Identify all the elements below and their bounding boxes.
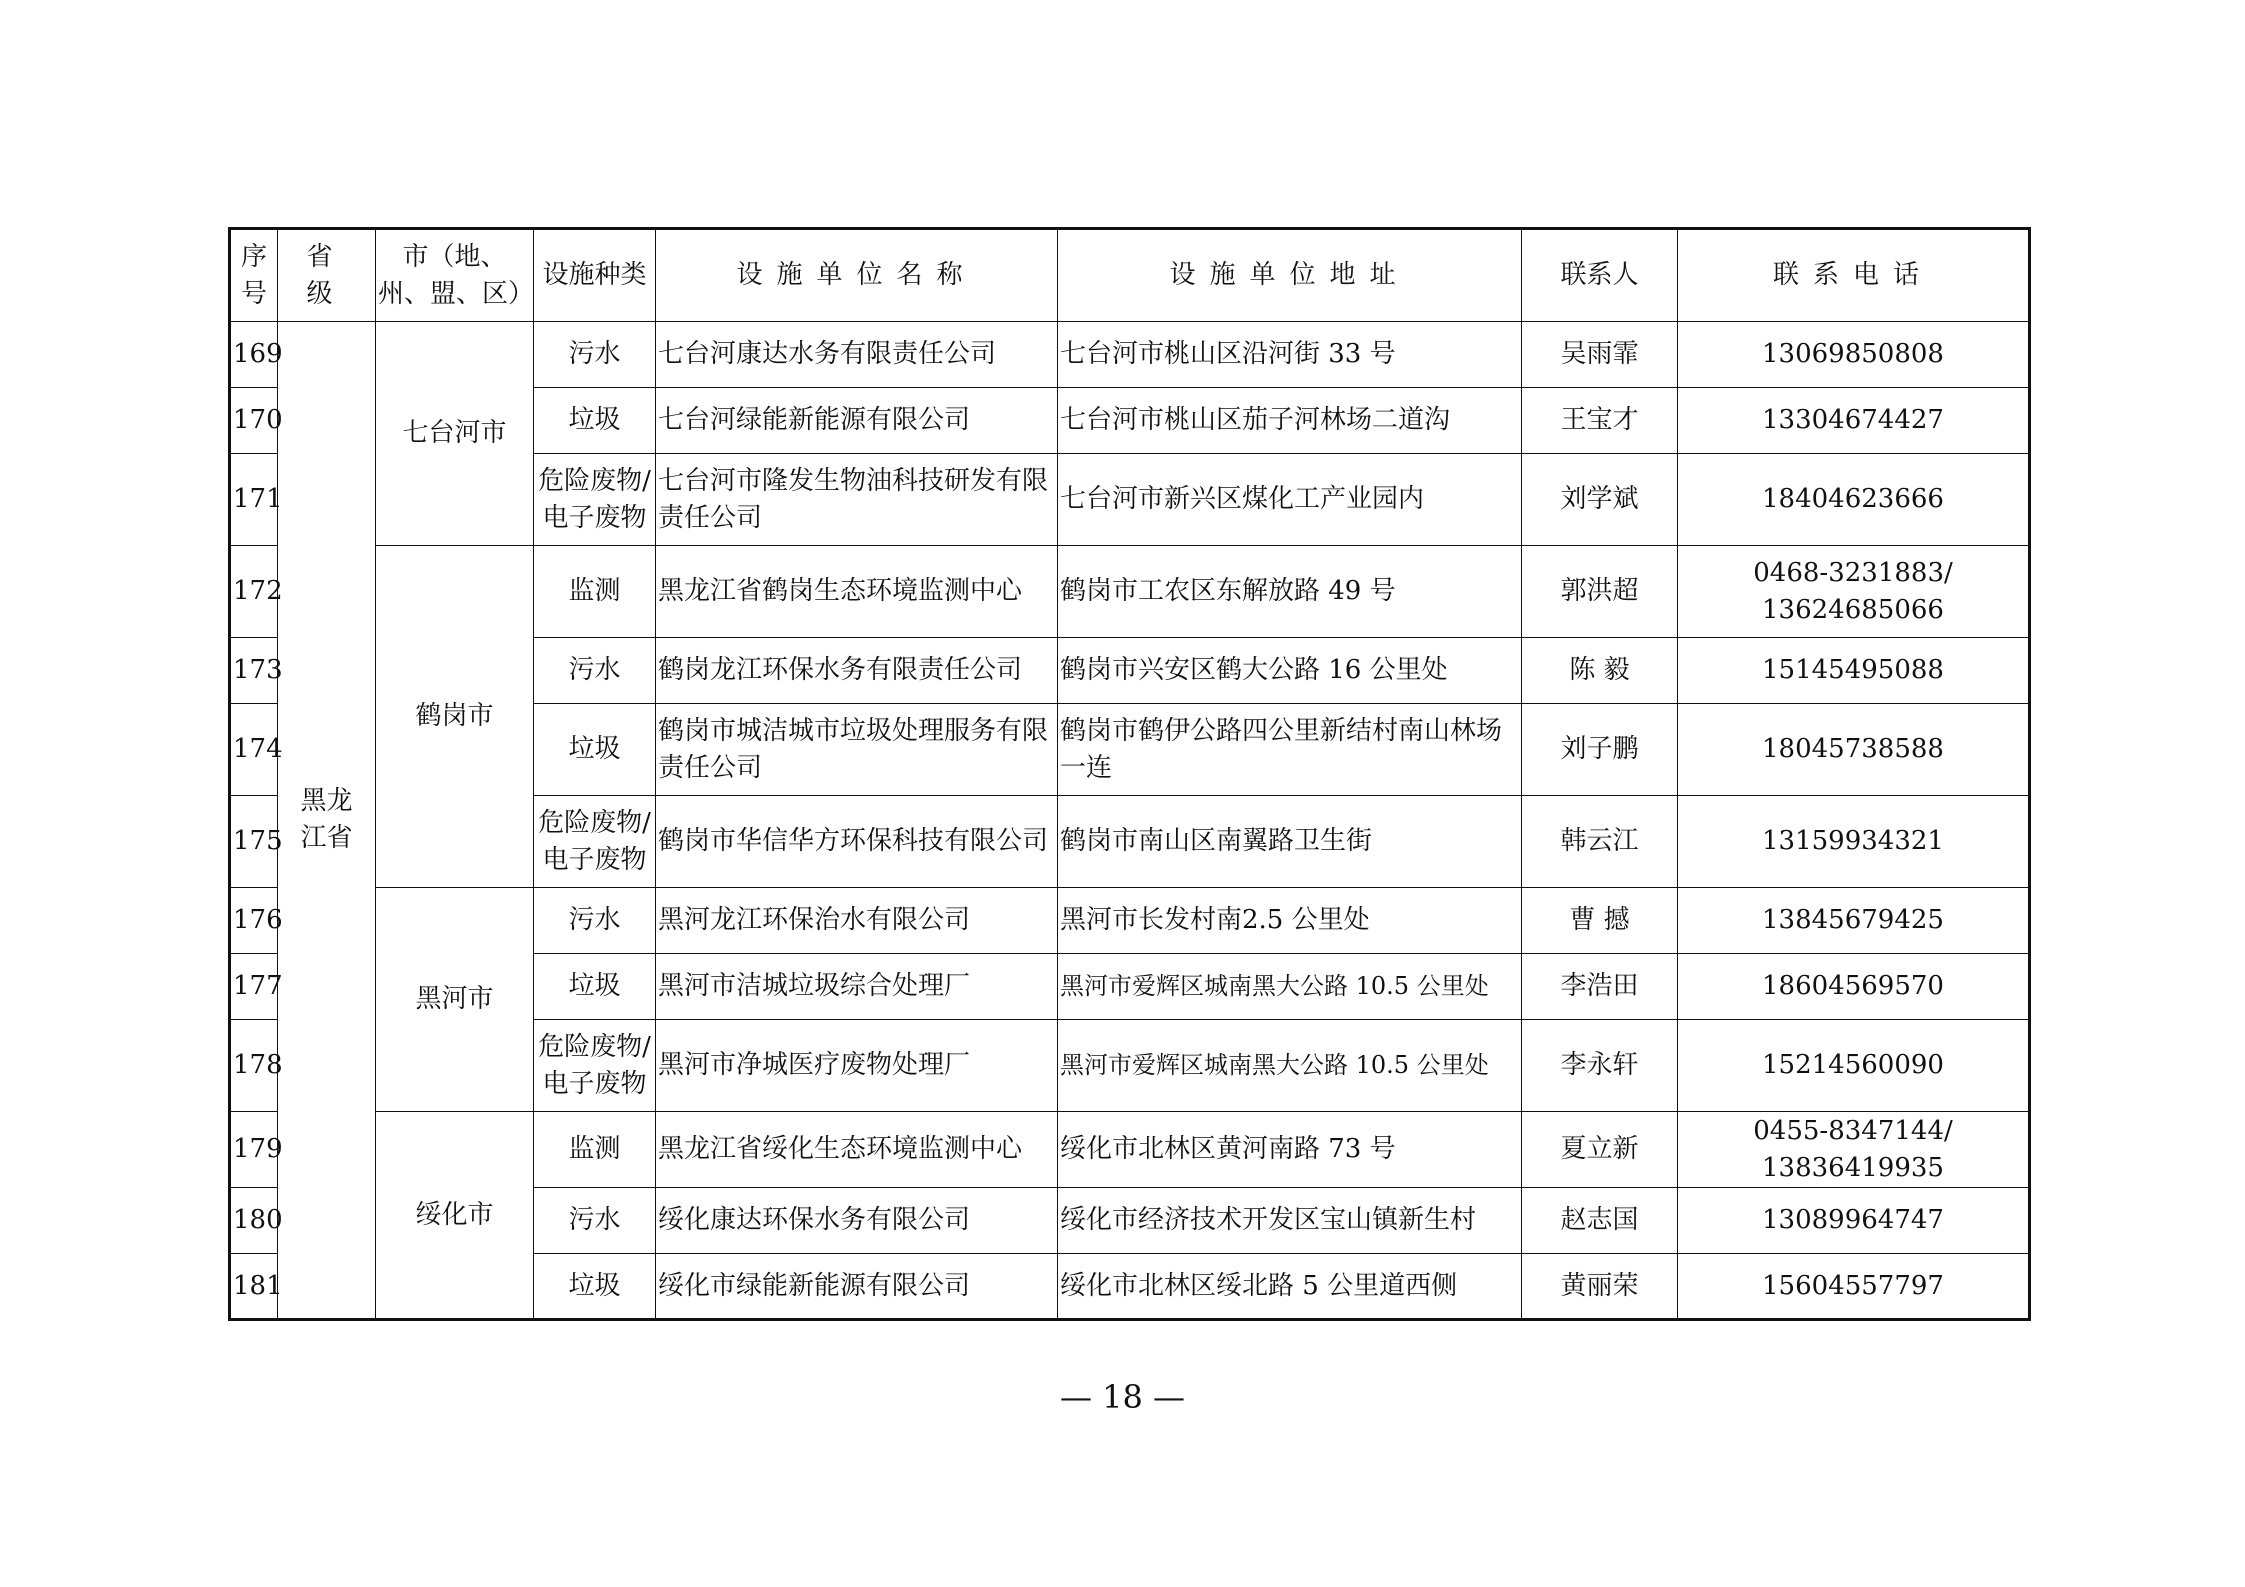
- row-type: 污水: [534, 322, 656, 388]
- row-name: 七台河绿能新能源有限公司: [656, 388, 1058, 454]
- row-phone: 0468-3231883/ 13624685066: [1678, 546, 2030, 638]
- row-contact: 刘子鹏: [1522, 704, 1678, 796]
- row-name: 鹤岗市华信华方环保科技有限公司: [656, 796, 1058, 888]
- row-type: 危险废物/电子废物: [534, 454, 656, 546]
- row-seq: 169: [230, 322, 278, 388]
- header-address: 设施单位地址: [1058, 229, 1522, 322]
- row-seq: 172: [230, 546, 278, 638]
- facility-table: [228, 227, 2031, 1321]
- row-type: 垃圾: [534, 704, 656, 796]
- row-name: 黑河龙江环保治水有限公司: [656, 888, 1058, 954]
- row-type: 垃圾: [534, 954, 656, 1020]
- row-contact: 李浩田: [1522, 954, 1678, 1020]
- header-seq: 序号: [230, 229, 278, 322]
- row-contact: 夏立新: [1522, 1112, 1678, 1188]
- row-phone: 13069850808: [1678, 322, 2030, 388]
- row-address: 鹤岗市兴安区鹤大公路 16 公里处: [1058, 638, 1522, 704]
- header-province: 省 级: [278, 229, 376, 322]
- row-type: 垃圾: [534, 388, 656, 454]
- row-name: 绥化市绿能新能源有限公司: [656, 1254, 1058, 1320]
- row-name: 黑河市洁城垃圾综合处理厂: [656, 954, 1058, 1020]
- row-contact: 李永轩: [1522, 1020, 1678, 1112]
- table-row: [230, 1112, 2030, 1188]
- row-type: 危险废物/电子废物: [534, 796, 656, 888]
- header-phone: 联系电话: [1678, 229, 2030, 322]
- row-contact: 赵志国: [1522, 1188, 1678, 1254]
- row-seq: 179: [230, 1112, 278, 1188]
- row-phone: 13089964747: [1678, 1188, 2030, 1254]
- table-row: [230, 546, 2030, 638]
- province-cell: 黑龙江省: [278, 322, 376, 1320]
- header-city: 市（地、州、盟、区）: [376, 229, 534, 322]
- row-address: 绥化市北林区绥北路 5 公里道西侧: [1058, 1254, 1522, 1320]
- row-type: 垃圾: [534, 1254, 656, 1320]
- row-address: 鹤岗市鹤伊公路四公里新结村南山林场一连: [1058, 704, 1522, 796]
- row-phone: 0455-8347144/ 13836419935: [1678, 1112, 2030, 1188]
- row-address: 鹤岗市南山区南翼路卫生街: [1058, 796, 1522, 888]
- row-name: 鹤岗龙江环保水务有限责任公司: [656, 638, 1058, 704]
- row-phone: 13159934321: [1678, 796, 2030, 888]
- row-contact: 陈 毅: [1522, 638, 1678, 704]
- table-row: [230, 322, 2030, 388]
- page-number: — 18 —: [1059, 1378, 1186, 1416]
- city-cell: 鹤岗市: [376, 546, 534, 888]
- row-type: 监测: [534, 1112, 656, 1188]
- row-address: 黑河市爱辉区城南黑大公路 10.5 公里处: [1058, 954, 1522, 1020]
- row-phone: 13845679425: [1678, 888, 2030, 954]
- row-type: 污水: [534, 1188, 656, 1254]
- row-address: 鹤岗市工农区东解放路 49 号: [1058, 546, 1522, 638]
- row-contact: 曹 撼: [1522, 888, 1678, 954]
- table-row: [230, 888, 2030, 954]
- row-seq: 170: [230, 388, 278, 454]
- row-address: 黑河市长发村南2.5 公里处: [1058, 888, 1522, 954]
- row-seq: 175: [230, 796, 278, 888]
- row-contact: 郭洪超: [1522, 546, 1678, 638]
- row-type: 污水: [534, 888, 656, 954]
- row-seq: 173: [230, 638, 278, 704]
- city-cell: 黑河市: [376, 888, 534, 1112]
- row-phone: 15145495088: [1678, 638, 2030, 704]
- row-phone: 13304674427: [1678, 388, 2030, 454]
- row-seq: 178: [230, 1020, 278, 1112]
- row-contact: 王宝才: [1522, 388, 1678, 454]
- row-contact: 黄丽荣: [1522, 1254, 1678, 1320]
- row-seq: 176: [230, 888, 278, 954]
- row-address: 绥化市北林区黄河南路 73 号: [1058, 1112, 1522, 1188]
- row-type: 危险废物/电子废物: [534, 1020, 656, 1112]
- row-phone: 18604569570: [1678, 954, 2030, 1020]
- header-type: 设施种类: [534, 229, 656, 322]
- row-name: 鹤岗市城洁城市垃圾处理服务有限责任公司: [656, 704, 1058, 796]
- row-name: 黑龙江省鹤岗生态环境监测中心: [656, 546, 1058, 638]
- row-contact: 刘学斌: [1522, 454, 1678, 546]
- row-seq: 180: [230, 1188, 278, 1254]
- city-cell: 绥化市: [376, 1112, 534, 1320]
- row-name: 黑龙江省绥化生态环境监测中心: [656, 1112, 1058, 1188]
- row-name: 七台河康达水务有限责任公司: [656, 322, 1058, 388]
- row-phone: 15604557797: [1678, 1254, 2030, 1320]
- row-seq: 171: [230, 454, 278, 546]
- row-address: 七台河市桃山区茄子河林场二道沟: [1058, 388, 1522, 454]
- row-contact: 韩云江: [1522, 796, 1678, 888]
- row-address: 绥化市经济技术开发区宝山镇新生村: [1058, 1188, 1522, 1254]
- row-phone: 15214560090: [1678, 1020, 2030, 1112]
- row-name: 绥化康达环保水务有限公司: [656, 1188, 1058, 1254]
- row-seq: 177: [230, 954, 278, 1020]
- row-address: 七台河市新兴区煤化工产业园内: [1058, 454, 1522, 546]
- row-type: 监测: [534, 546, 656, 638]
- row-address: 黑河市爱辉区城南黑大公路 10.5 公里处: [1058, 1020, 1522, 1112]
- row-phone: 18404623666: [1678, 454, 2030, 546]
- header-name: 设施单位名称: [656, 229, 1058, 322]
- row-seq: 174: [230, 704, 278, 796]
- header-row: [230, 229, 2030, 322]
- row-contact: 吴雨霏: [1522, 322, 1678, 388]
- row-name: 黑河市净城医疗废物处理厂: [656, 1020, 1058, 1112]
- row-phone: 18045738588: [1678, 704, 2030, 796]
- city-cell: 七台河市: [376, 322, 534, 546]
- row-address: 七台河市桃山区沿河街 33 号: [1058, 322, 1522, 388]
- header-contact: 联系人: [1522, 229, 1678, 322]
- row-seq: 181: [230, 1254, 278, 1320]
- row-name: 七台河市隆发生物油科技研发有限责任公司: [656, 454, 1058, 546]
- row-type: 污水: [534, 638, 656, 704]
